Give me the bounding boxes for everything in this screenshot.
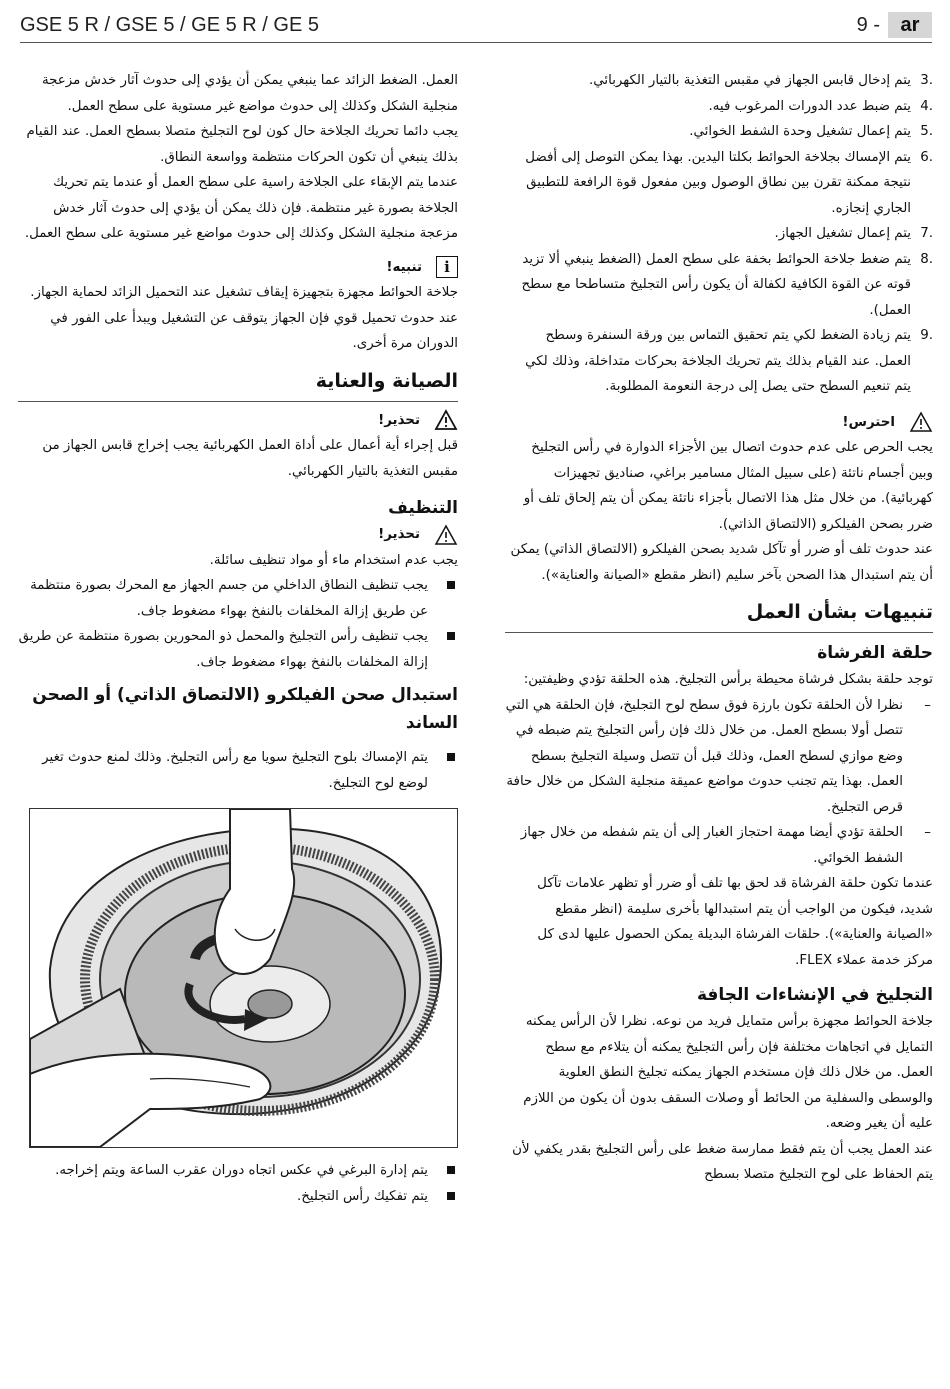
step-3: 3. يتم إدخال قابس الجهاز في مقبس التغذية بالتيار الكهربائي. xyxy=(588,73,933,88)
section-maintenance: الصيانة والعناية xyxy=(315,369,458,392)
sanding-head-illustration xyxy=(29,808,458,1148)
caution-paragraph-1: يجب الحرص على عدم حدوث اتصال بين الأجزاء الدوارة في رأس التجليخ وبين أجسام ناتئة (على سبيل المثال مسامير براغي، صناديق تجهيزات كهربائية). من خلال مثل هذا الاتصال بأجزاء ناتئة يمكن أن يتم إلحاق تلف أو ضرر بصحن الفيلكرو (الالتصاق الذاتي). xyxy=(523,440,933,532)
brush-ring-outro: عندما تكون حلقة الفرشاة قد لحق بها تلف أو ضرر أو تظهر علامات تآكل شديد، فيكون من الواجب أن يتم استبدالها بأخرى سليمة (انظر مقطع «الصيانة والعناية»). حلقات الفرشاة البديلة يمكن الحصول عليها لدى كل مركز خدمة عملاء FLEX. xyxy=(537,876,933,968)
note-heading xyxy=(18,255,458,281)
warning-label-2: تحذير! xyxy=(378,527,420,542)
cleaning-item-2: يجب تنظيف رأس التجليخ والمحمل ذو المحورين بصورة منتظمة عن طريق إزالة المخلفات بالنفخ بهواء مضغوط جاف. xyxy=(18,624,458,675)
dry-construction-para-2: عند العمل يجب أن يتم فقط ممارسة ضغط على رأس التجليخ بقدر يكفي لأن يتم الحفاظ على لوح التجليخ متصلا بسطح xyxy=(512,1141,933,1182)
right-column xyxy=(505,68,933,1188)
warning-triangle-icon xyxy=(434,409,458,431)
caution-label: احترس! xyxy=(842,414,895,430)
brush-ring-item-1: – نظرا لأن الحلقة تكون بارزة فوق سطح لوح التجليخ، فإن الحلقة هي التي تتصل أولا بسطح العمل. من خلال ذلك فإن رأس التجليخ يتم ضبطه في وضع موازي لسطح العمل، وذلك قبل أن تتصل وسيلة التجليخ بسطح العمل. بهذا يتم تجنب حدوث مواضع عميقة منجلية الشكل من خلال حافة قرص التجليخ. xyxy=(505,697,931,815)
warning-triangle-icon xyxy=(434,524,458,546)
after-figure-item-2: يتم تفكيك رأس التجليخ. xyxy=(18,1184,458,1210)
vertical-paragraph: عندما يتم الإبقاء على الجلاخة راسية على سطح العمل أو عندما يتم تحريك الجلاخة بصورة غير منتظمة. فإن ذلك يمكن أن يؤدي إلى حدوث آثار خدش مزعجة منجلية الشكل وكذلك إلى حدوث مواضع غير مستوية على سطح العمل. xyxy=(24,175,458,241)
warning-text-2: يجب عدم استخدام ماء أو مواد تنظيف سائلة. xyxy=(209,552,458,568)
after-figure-item-1: يتم إدارة البرغي في عكس اتجاه دوران عقرب الساعة ويتم إخراجه. xyxy=(18,1158,458,1184)
velcro-heading: استبدال صحن الفيلكرو (الالتصاق الذاتي) أو الصحن الساند xyxy=(32,685,458,733)
warning-label-1: تحذير! xyxy=(378,412,420,428)
step-8: 8. يتم ضغط جلاخة الحوائط بخفة على سطح العمل (الضغط ينبغي ألا تزيد قوته عن القوة الكافية لكفالة أن يكون رأس التجليخ متساطحا مع سطح العمل). xyxy=(521,251,933,318)
cleaning-heading: التنظيف xyxy=(388,498,458,518)
brush-ring-heading: حلقة الفرشاة xyxy=(817,643,933,663)
grinding-head-drawing xyxy=(30,809,457,1147)
brush-ring-item-2: – الحلقة تؤدي أيضا مهمة احتجاز الغبار إلى أن يتم شفطه من خلال جهاز الشفط الخوائي. xyxy=(520,825,931,866)
left-column xyxy=(18,68,458,1209)
step-6: 6. يتم الإمساك بجلاخة الحوائط بكلتا اليدين. بهذا يمكن التوصل إلى أفضل نتيجة ممكنة تقرن بين نطاق الوصول وبين مفعول قوة الرافعة للتطبيق الجاري إنجازه. xyxy=(525,149,933,216)
page-number: 9 - xyxy=(856,14,880,36)
section-divider xyxy=(18,401,458,402)
cleaning-item-1: يجب تنظيف النطاق الداخلي من جسم الجهاز مع المحرك بصورة منتظمة عن طريق إزالة المخلفات بالنفخ بهواء مضغوط جاف. xyxy=(18,573,458,624)
step-9: 9. يتم زيادة الضغط لكي يتم تحقيق التماس بين ورقة السنفرة وسطح العمل. عند القيام بذلك يتم تحريك الجلاخة بحركات متداخلة، وذلك لكي يتم تنعيم السطح حتى يصل إلى درجة النعومة المطلوبة. xyxy=(525,328,933,394)
caution-heading xyxy=(505,410,933,436)
model-title: GSE 5 R / GSE 5 / GE 5 R / GE 5 xyxy=(20,14,319,36)
dry-construction-para-1: جلاخة الحوائط مجهزة برأس متمايل فريد من نوعه. نظرا لأن الرأس يمكنه التمايل في اتجاهات مختلفة فإن رأس التجليخ يمكنه أن يتلاءم مع سطح العمل. من خلال ذلك فإن مستخدم الجهاز يمكنه تجليخ النطق العلوية والوسطى والسفلية من الحائط أو وصلات السقف بدون أن يكون من اللازم عليه أن يغير وضعه. xyxy=(523,1014,933,1131)
continued-paragraph: العمل. الضغط الزائد عما ينبغي يمكن أن يؤدي إلى حدوث آثار خدش مزعجة منجلية الشكل وكذلك إلى حدوث مواضع غير مستوية على سطح العمل. xyxy=(41,73,458,114)
brush-ring-intro: توجد حلقة بشكل فرشاة محيطة برأس التجليخ. هذه الحلقة تؤدي وظيفتين: xyxy=(523,672,933,687)
page-header xyxy=(20,14,932,43)
warning-text-1: قبل إجراء أية أعمال على أداة العمل الكهربائية يجب إخراج قابس الجهاز من مقبس التغذية بالتيار الكهربائي. xyxy=(42,438,458,479)
step-7: 7. يتم إعمال تشغيل الجهاز. xyxy=(774,226,933,241)
warning-heading-1 xyxy=(18,408,458,434)
note-label: تنبيه! xyxy=(386,259,422,275)
language-tag: ar xyxy=(888,12,932,38)
step-5: 5. يتم إعمال تشغيل وحدة الشفط الخوائي. xyxy=(689,124,933,139)
move-paragraph: يجب دائما تحريك الجلاخة حال كون لوح التجليخ متصلا بسطح العمل. عند القيام بذلك ينبغي أن تكون الحركات منتظمة وواسعة النطاق. xyxy=(26,124,458,165)
section-divider xyxy=(505,632,933,633)
velcro-item-1: يتم الإمساك بلوح التجليخ سويا مع رأس التجليخ. وذلك لمنع حدوث تغير لوضع لوح التجليخ. xyxy=(18,745,458,796)
warning-heading-2 xyxy=(18,522,458,548)
step-4: 4. يتم ضبط عدد الدورات المرغوب فيه. xyxy=(708,98,933,114)
warning-triangle-icon xyxy=(909,411,933,433)
caution-paragraph-2: عند حدوث تلف أو ضرر أو تآكل شديد بصحن الفيلكرو (الالتصاق الذاتي) يمكن أن يتم استبدال هذا الصحن بآخر سليم (انظر مقطع «الصيانة والعناية»). xyxy=(510,542,933,583)
dry-construction-heading: التجليخ في الإنشاءات الجافة xyxy=(696,985,933,1005)
section-work-tips: تنبيهات بشأن العمل xyxy=(746,601,933,623)
info-icon: i xyxy=(436,256,458,278)
note-text: جلاخة الحوائط مجهزة بتجهيزة إيقاف تشغيل عند التحميل الزائد لحماية الجهاز. عند حدوث تحميل قوي فإن الجهاز يتوقف عن التشغيل ويبدأ على الفور في الدوران مرة أخرى. xyxy=(30,285,458,351)
